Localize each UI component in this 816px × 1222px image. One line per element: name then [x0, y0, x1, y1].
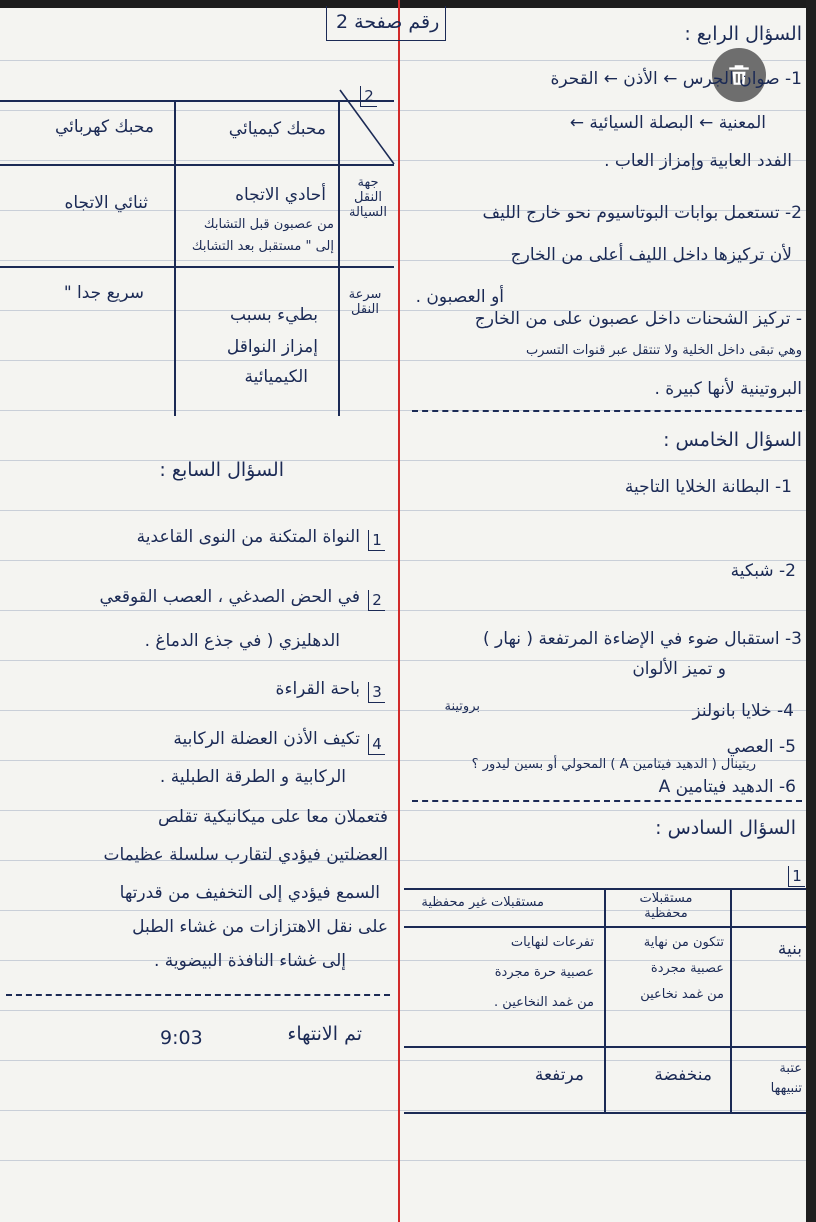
ruled-line	[0, 510, 816, 511]
ruled-line	[0, 810, 816, 811]
q7-title: السؤال السابع :	[159, 459, 284, 481]
margin-line	[398, 0, 400, 1222]
q6-row1-nonencap-2: عصبية حرة مجردة	[494, 965, 594, 980]
q4-answer-2-line2: لأن تركيزها داخل الليف أعلى من الخارج	[510, 245, 792, 265]
q4-answer-1-line2: المعنية ← البصلة السيائية ←	[569, 113, 766, 133]
finish-time: 9:03	[160, 1027, 203, 1049]
q5-answer-2: 2- شبكية	[730, 561, 796, 581]
q6-row1-nonencap-3: من غمد النخاعين .	[494, 995, 594, 1010]
row1-electric: ثنائي الاتجاه	[64, 193, 148, 213]
col-chemical-header: محبك كيميائي	[228, 119, 326, 139]
q4-title: السؤال الرابع :	[684, 23, 802, 45]
q6-row2-encap: منخفضة	[654, 1065, 712, 1085]
row1-label: جهة النقل السيالة	[349, 175, 387, 220]
q5-answer-3-line2: و تميز الألوان	[632, 659, 726, 679]
q6-row2-nonencap: مرتفعة	[534, 1065, 584, 1085]
q6-row1-encap-3: من غمد نخاعين	[640, 987, 724, 1002]
q7-answer-4-line7: إلى غشاء النافذة البيضوية .	[153, 951, 346, 971]
ruled-line	[0, 610, 816, 611]
section-divider	[6, 994, 390, 996]
col-electric-header: محبك كهربائي	[54, 117, 154, 137]
ruled-line	[0, 1010, 816, 1011]
q5-answer-4: 4- خلايا بانولنز	[692, 701, 794, 721]
q7-answer-2-line1: في الحض الصدغي ، العصب القوقعي	[99, 587, 360, 607]
q7-answer-4-line2: الركابية و الطرقة الطبلية .	[159, 767, 346, 787]
table-border	[404, 1112, 806, 1114]
page-edge	[806, 0, 816, 1222]
ruled-line	[0, 60, 816, 61]
table-border	[174, 100, 176, 416]
q6-row2-label-1: عتبة	[779, 1061, 802, 1076]
ruled-line	[0, 460, 816, 461]
q4-answer-3-line2: وهي تبقى داخل الخلية ولا تنتقل عبر قنوات التسرب	[525, 343, 802, 358]
q7-item-2-marker: 2	[368, 590, 385, 611]
q6-row2-label-2: تنبيهها	[770, 1081, 802, 1096]
table-border	[0, 266, 394, 268]
ruled-line	[0, 1060, 816, 1061]
q7-answer-1: النواة المتكنة من النوى القاعدية	[136, 527, 360, 547]
q7-item-1-marker: 1	[368, 530, 385, 551]
row2-chemical-3: الكيميائية	[244, 367, 308, 387]
col-nonencap-header: مستقبلات غير محفظية	[421, 895, 544, 910]
q7-answer-4-line6: على نقل الاهتزازات من غشاء الطبل	[132, 917, 388, 937]
row2-label: سرعة النقل	[348, 287, 382, 317]
table-number: 2	[360, 86, 377, 107]
q7-answer-2-line2: الدهليزي ( في جذع الدماغ .	[144, 631, 340, 651]
ruled-line	[0, 1160, 816, 1161]
row1-chemical-1: أحادي الاتجاه	[235, 185, 326, 205]
ruled-line	[0, 1110, 816, 1111]
q6-title: السؤال السادس :	[655, 817, 796, 839]
table-border	[0, 100, 394, 102]
q7-answer-4-line1: تكيف الأذن العضلة الركابية	[173, 729, 360, 749]
q6-number: 1	[788, 866, 805, 887]
q5-answer-6: 6- الدهيد فيتامين A	[658, 777, 796, 797]
q6-row1-label: بنية	[777, 939, 802, 959]
section-divider	[412, 800, 802, 802]
ruled-line	[0, 110, 816, 111]
q5-title: السؤال الخامس :	[663, 429, 802, 451]
col-encap-header: مستقبلات محفظية	[639, 891, 693, 921]
q7-answer-4-line5: السمع فيؤدي إلى التخفيف من قدرتها	[119, 883, 380, 903]
q6-row1-nonencap-1: تفرعات لنهايات	[510, 935, 594, 950]
page-number-label: رقم صفحة 2	[336, 11, 440, 33]
q5-answer-5-line1: 5- العصي	[726, 737, 796, 757]
ruled-line	[0, 560, 816, 561]
q7-answer-4-line3: فتعملان معا على ميكانيكية تقلص	[157, 807, 388, 827]
row2-chemical-2: إمزاز النواقل	[226, 337, 318, 357]
q5-answer-3-line1: 3- استقبال ضوء في الإضاءة المرتفعة ( نهار )	[483, 629, 802, 649]
table-border	[0, 164, 394, 166]
ruled-line	[0, 360, 816, 361]
q5-answer-1: 1- البطانة الخلايا التاجية	[624, 477, 792, 497]
q4-answer-1-line3: الفدد العابية وإمزاز العاب .	[604, 151, 792, 171]
q6-row1-encap-2: عصبية مجردة	[650, 961, 724, 976]
q5-answer-5-line2: ريتينال ( الدهيد فيتامين A ) المحولي أو بسين ليدور ؟	[471, 757, 756, 772]
finish-label: تم الانتهاء	[287, 1023, 362, 1045]
q4-answer-2-line1: 2- تستعمل بوابات البوتاسيوم نحو خارج الليف	[482, 203, 802, 223]
section-divider	[412, 410, 802, 412]
q4-answer-3-line1: - تركيز الشحنات داخل عصبون على من الخارج	[474, 309, 802, 329]
q7-answer-4-line4: العضلتين فيؤدي لتقارب سلسلة عظيمات	[103, 845, 388, 865]
q4-answer-2-line3: أو العصبون .	[415, 287, 504, 307]
q7-item-4-marker: 4	[368, 734, 385, 755]
row1-chemical-3: إلى " مستقبل بعد التشابك	[191, 239, 334, 254]
q4-answer-3-line3: البروتينية لأنها كبيرة .	[654, 379, 802, 399]
q6-row1-encap-1: تتكون من نهاية	[643, 935, 724, 950]
table-border	[730, 888, 732, 1112]
q7-answer-3: باحة القراءة	[275, 679, 360, 699]
q4-answer-1-line1: 1- صوان الجرس ← الأذن ← القحرة	[550, 69, 802, 89]
row1-chemical-2: من عصبون قبل التشابك	[203, 217, 334, 232]
q5-answer-4-note: بروتينة	[444, 699, 480, 714]
row2-chemical-1: بطيء بسبب	[230, 305, 318, 325]
row2-electric: سريع جدا "	[63, 283, 144, 303]
table-border	[604, 888, 606, 1112]
q7-item-3-marker: 3	[368, 682, 385, 703]
